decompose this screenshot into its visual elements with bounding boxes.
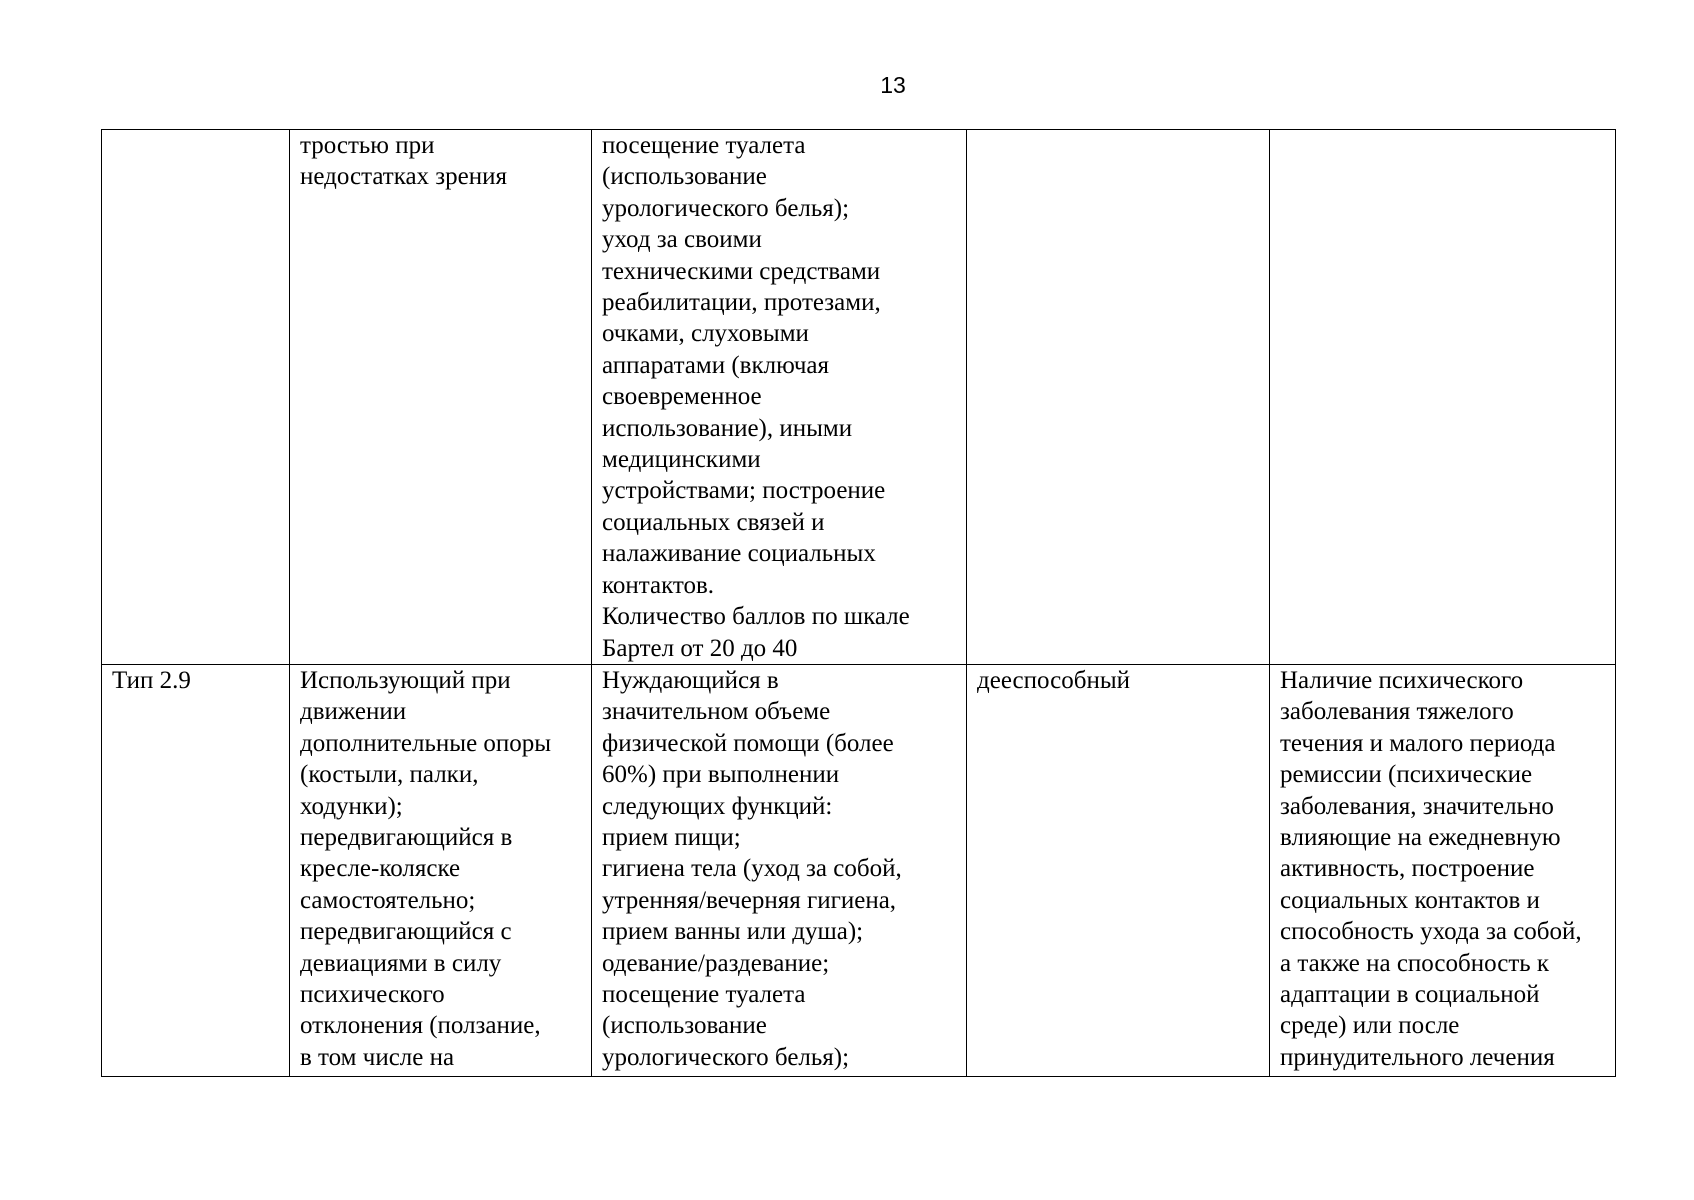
- assistance-cell: посещение туалета (использование урологического белья); уход за своими техническими средствами реабилитации, протезами, очками, слуховыми аппаратами (включая своевременное использование), иными медицинскими устройствами; построение социальных связей и налаживание социальных контактов. Количество баллов по шкале Бартел от 20 до 40: [592, 130, 967, 665]
- assistance-cell: Нуждающийся в значительном объеме физической помощи (более 60%) при выполнении следующих функций: прием пищи; гигиена тела (уход за собой, утренняя/вечерняя гигиена, прием ванны или душа); одевание/раздевание; посещение туалета (использование урологического белья);: [592, 664, 967, 1076]
- page-number: 13: [880, 72, 906, 98]
- mobility-cell: Использующий при движении дополнительные опоры (костыли, палки, ходунки); передвигающийся в кресле-коляске самостоятельно; передвигающийся с девиациями в силу психического отклонения (ползание, в том числе на: [290, 664, 592, 1076]
- mobility-cell: тростью при недостатках зрения: [290, 130, 592, 665]
- type-cell: Тип 2.9: [102, 664, 290, 1076]
- capacity-cell: дееспособный: [967, 664, 1270, 1076]
- table-row: [102, 664, 1616, 1076]
- capacity-cell: [967, 130, 1270, 665]
- condition-cell: [1270, 130, 1616, 665]
- type-cell: [102, 130, 290, 665]
- condition-cell: Наличие психического заболевания тяжелого течения и малого периода ремиссии (психические заболевания, значительно влияющие на ежедневную активность, построение социальных контактов и способность ухода за собой, а также на способность к адаптации в социальной среде) или после принудительного лечения: [1270, 664, 1616, 1076]
- table-row: [102, 130, 1616, 665]
- classification-table: [101, 129, 1616, 1077]
